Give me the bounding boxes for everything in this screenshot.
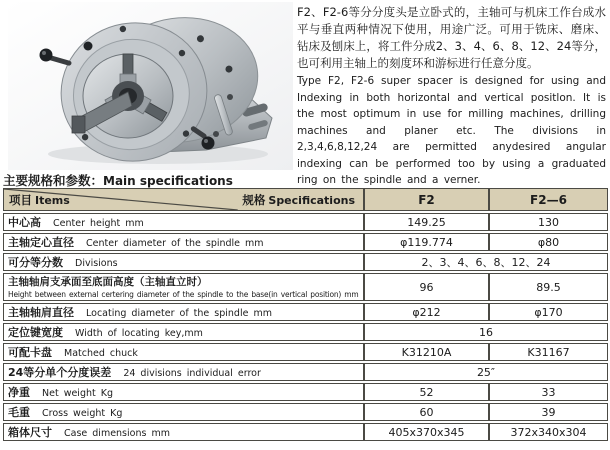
spec-value-f2-6: 372x340x304 [489,423,608,441]
spec-value-f2-6: 39 [489,403,608,421]
spec-item-cell [3,253,364,271]
spec-item-cell [3,343,364,361]
item-label-zh: 24等分单个分度误差 [8,366,112,379]
spec-row [3,273,608,301]
spec-row [3,383,608,401]
spec-item-cell [3,323,364,341]
spec-row [3,303,608,321]
spec-item-cell [3,363,364,381]
product-description [297,4,606,189]
item-label-en: Cross weight Kg [42,408,123,419]
item-label-zh: 中心高 [8,216,41,229]
item-label-zh: 定位键宽度 [8,326,63,339]
header-spec [242,192,355,208]
description-chinese: F2、F2-6等分分度头是立卧式的，主轴可与机床工作台成水平与垂直两种情况下使用，用途广泛。可用于铣床、磨床、钻床及刨床上，将工件分成2、3、4、6、8、12、24等分，也可利用主轴上的刻度环和游标进行任意分度。 [297,5,606,70]
item-label-zh: 箱体尺寸 [8,426,52,439]
spec-header-items-cell [3,188,364,211]
spec-table [3,186,608,443]
spec-value-f2: 96 [364,273,489,301]
item-label-en: Net weight Kg [42,388,114,399]
item-label-zh: 主轴定心直径 [8,236,74,249]
spec-value-f2: φ119.774 [364,233,489,251]
header-model-f2: F2 [364,188,489,211]
spec-value-f2-6: 33 [489,383,608,401]
spec-value-both-models: 25″ [364,363,608,381]
item-label-zh: 净重 [8,386,30,399]
spec-value-both-models: 16 [364,323,608,341]
spec-value-f2: 405x370x345 [364,423,489,441]
spec-item-cell [3,233,364,251]
spec-value-both-models: 2、3、4、6、8、12、24 [364,253,608,271]
header-model-f2-6: F2—6 [489,188,608,211]
item-label-en: Height between external certering diameter of the spindle to the base(in vertical position) mm [8,289,359,299]
item-label-en: 24 divisions individual error [123,368,261,379]
spec-item-cell [3,303,364,321]
product-photo-illustration [8,2,293,170]
item-label-en: Center height mm [53,218,144,229]
spec-value-f2-6: 89.5 [489,273,608,301]
item-label-zh: 可分等分数 [8,256,63,269]
spec-row [3,233,608,251]
spec-value-f2-6: φ170 [489,303,608,321]
header-items-en: Items [35,193,70,207]
spec-value-f2: 149.25 [364,213,489,231]
spec-row [3,253,608,271]
spec-value-f2-6: φ80 [489,233,608,251]
header-items [9,192,70,208]
spec-value-f2: 60 [364,403,489,421]
section-title-en: Main specifications [103,174,233,188]
item-label-en: Case dimensions mm [64,428,170,439]
spec-item-cell [3,403,364,421]
item-label-en: Locating diameter of the spindle mm [86,308,272,319]
header-spec-zh: 规格 [242,192,266,207]
section-title-zh: 主要规格和参数： [3,173,104,188]
header-spec-en: Specifications [268,193,355,207]
item-label-en: Width of locating key,mm [75,328,203,339]
item-label-zh: 毛重 [8,406,30,419]
spec-table-body [3,213,608,441]
small-knob-top [84,42,93,51]
item-label-en: Matched chuck [64,348,138,359]
spec-value-f2: 52 [364,383,489,401]
spec-value-f2-6: K31167 [489,343,608,361]
spec-item-cell [3,423,364,441]
spec-value-f2: φ212 [364,303,489,321]
spec-item-cell [3,383,364,401]
spec-row [3,423,608,441]
spec-item-cell [3,213,364,231]
header-items-zh: 项目 [9,192,32,207]
spec-header-row [3,188,608,211]
spec-row [3,343,608,361]
item-label-zh: 可配卡盘 [8,346,52,359]
spec-item-cell [3,273,364,301]
spec-row [3,213,608,231]
spec-row [3,363,608,381]
spec-row [3,403,608,421]
item-label-en: Divisions [75,258,118,269]
item-label-en: Center diameter of the spindle mm [86,238,264,249]
product-photo [8,2,293,170]
item-label-zh: 主轴轴肩支承面至底面高度（主轴直立时） [8,275,208,288]
item-label-zh: 主轴轴肩直径 [8,306,74,319]
description-english: Type F2, F2-6 super spacer is designed for using and Indexing in both horizontal and vertical positlon. It is the most optimum in use for milling machines, drilling machines and planer etc. The divisions in 2,3,4,6,8,12,24 are permitted anydesired angular indexing can be performed too by using a graduated ring on the spindle and a verner. [297,75,606,186]
spec-value-f2-6: 130 [489,213,608,231]
spec-row [3,323,608,341]
spec-value-f2: K31210A [364,343,489,361]
